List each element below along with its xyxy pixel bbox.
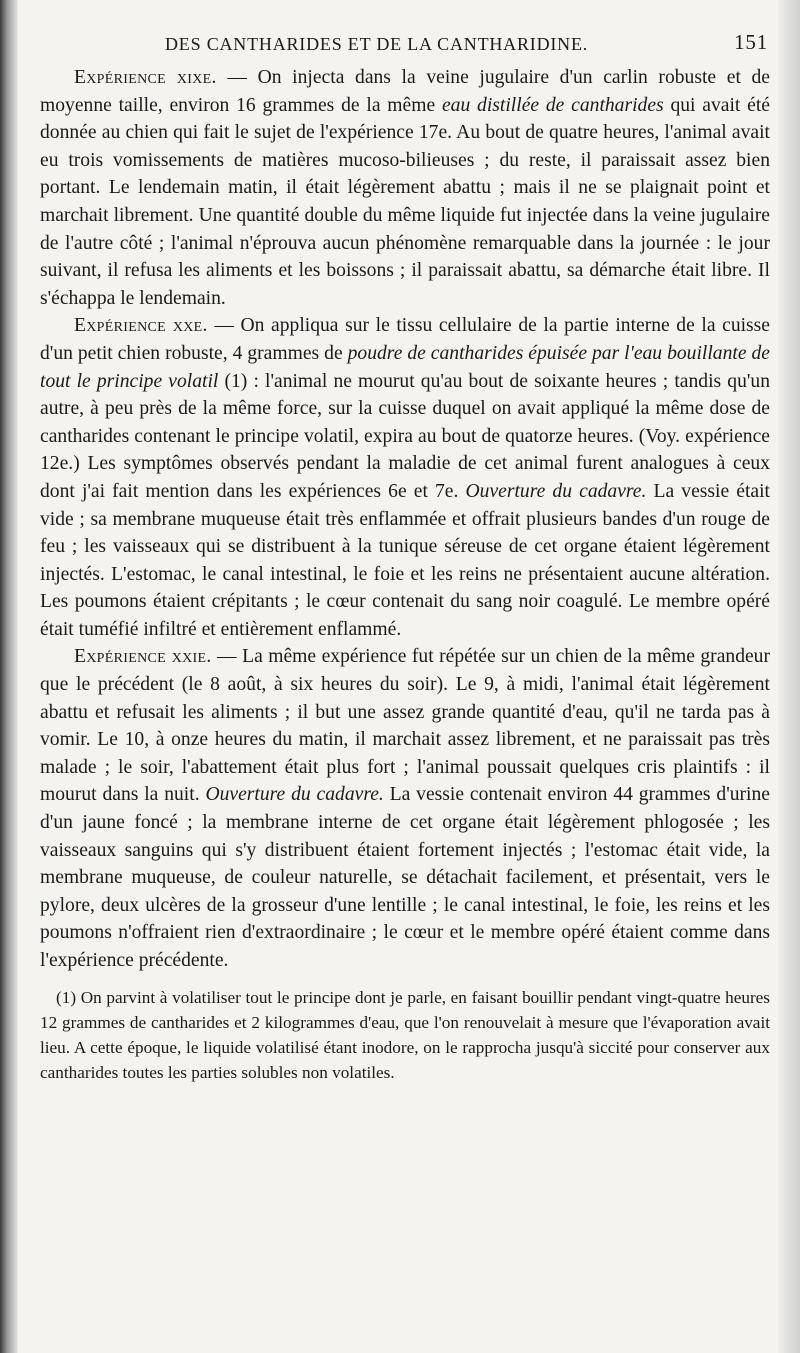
experience-label: Expérience xxie. [74,646,212,668]
footnote-spacer [40,975,770,985]
running-head [40,30,770,64]
italic-phrase: Ouverture du cadavre. [465,480,647,502]
paragraph-text: — On appliqua sur le tissu cellulaire de la partie interne de la cuisse d'un petit chien robuste, 4 grammes de [40,315,770,364]
italic-phrase: poudre de cantharides épuisée par l'eau bouillante de tout le principe volatil [40,342,770,392]
paragraph-experience-19 [40,64,770,312]
paragraph-text: La vessie était vide ; sa membrane muqueuse était très enflammée et offrait plusieurs bandes d'un rouge de feu ; les vaisseaux qui se distribuent à la tunique séreuse de cet organe étaient légèrement injectés. L'estomac, le canal intestinal, le foie et les reins ne présentaient aucune altération. Les poumons étaient crépitants ; le cœur contenait du sang noir coagulé. Le membre opéré était tuméfié infiltré et entièrement enflammé. [40,480,770,640]
paragraph-text: — La même expérience fut répétée sur un chien de la même grandeur que le précédent (le 8 août, à six heures du soir). Le 9, à midi, l'animal était légèrement abattu et refusait les aliments ; il but une assez grande quantité d'eau, qu'il ne tarda pas à vomir. Le 10, à onze heures du matin, il marchait assez librement, et ne paraissait pas très malade ; le soir, l'abattement était plus fort ; l'animal poussait quelques cris plaintifs : il mourut dans la nuit. [40,646,771,806]
paragraph-text: La vessie contenait environ 44 grammes d'urine d'un jaune foncé ; la membrane interne de cet organe était légèrement phlogosée ; les vaisseaux sanguins qui s'y distribuent étaient fortement injectés ; l'estomac était vide, la membrane muqueuse, de couleur naturelle, se détachait facilement, et présentait, vers le pylore, deux ulcères de la grosseur d'une lentille ; le canal intestinal, le foie, les reins et les poumons n'offraient rien d'extraordinaire ; le cœur et le membre opéré étaient comme dans l'expérience précédente. [40,784,770,971]
scan-border-left [0,0,18,1353]
experience-label: Expérience xxe. [74,315,208,337]
book-page [40,30,770,1085]
italic-phrase: eau distillée de cantharides [441,94,664,116]
footnote: (1) On parvint à volatiliser tout le principe dont je parle, en faisant bouillir pendant vingt-quatre heures 12 grammes de cantharides et 2 kilogrammes d'eau, que l'on renouvelait à mesure que l'évaporation avait lieu. A cette époque, le liquide volatilisé étant inodore, on le rapprocha jusqu'à siccité pour conserver aux cantharides toutes les parties solubles non volatiles. [40,987,770,1082]
paragraph-text: — On injecta dans la veine jugulaire d'un carlin robuste et de moyenne taille, environ 16 grammes de la même [40,67,771,116]
paragraph-experience-20 [40,312,770,643]
experience-label: Expérience xixe. [74,67,217,88]
paragraph-text: qui avait été donnée au chien qui fait le sujet de l'expérience 17e. Au bout de quatre heures, l'animal avait eu trois vomissements de matières mucoso-bilieuses ; du reste, il paraissait assez bien portant. Le lendemain matin, il était légèrement abattu ; mais il ne se plaignait point et marchait librement. Une quantité double du même liquide fut injectée dans la veine jugulaire de l'autre côté ; l'animal n'éprouva aucun phénomène remarquable dans la journée : le jour suivant, il refusa les aliments et les boissons ; il paraissait abattu, sa démarche était libre. Il s'échappa le lendemain. [40,94,770,309]
page-number: 151 [734,30,768,54]
paragraph-text: (1) : l'animal ne mourut qu'au bout de soixante heures ; tandis qu'un autre, à peu près de la même force, sur la cuisse duquel on avait appliqué la même dose de cantharides contenant le principe volatil, expira au bout de quatorze heures. (Voy. expérience 12e.) Les symptômes observés pendant la maladie de cet animal furent analogues à ceux dont j'ai fait mention dans les expériences 6e et 7e. [40,370,770,502]
scan-border-right [778,0,800,1353]
paragraph-experience-21 [40,643,770,974]
italic-phrase: Ouverture du cadavre. [205,784,384,806]
running-title: DES CANTHARIDES ET DE LA CANTHARIDINE. [165,34,589,54]
